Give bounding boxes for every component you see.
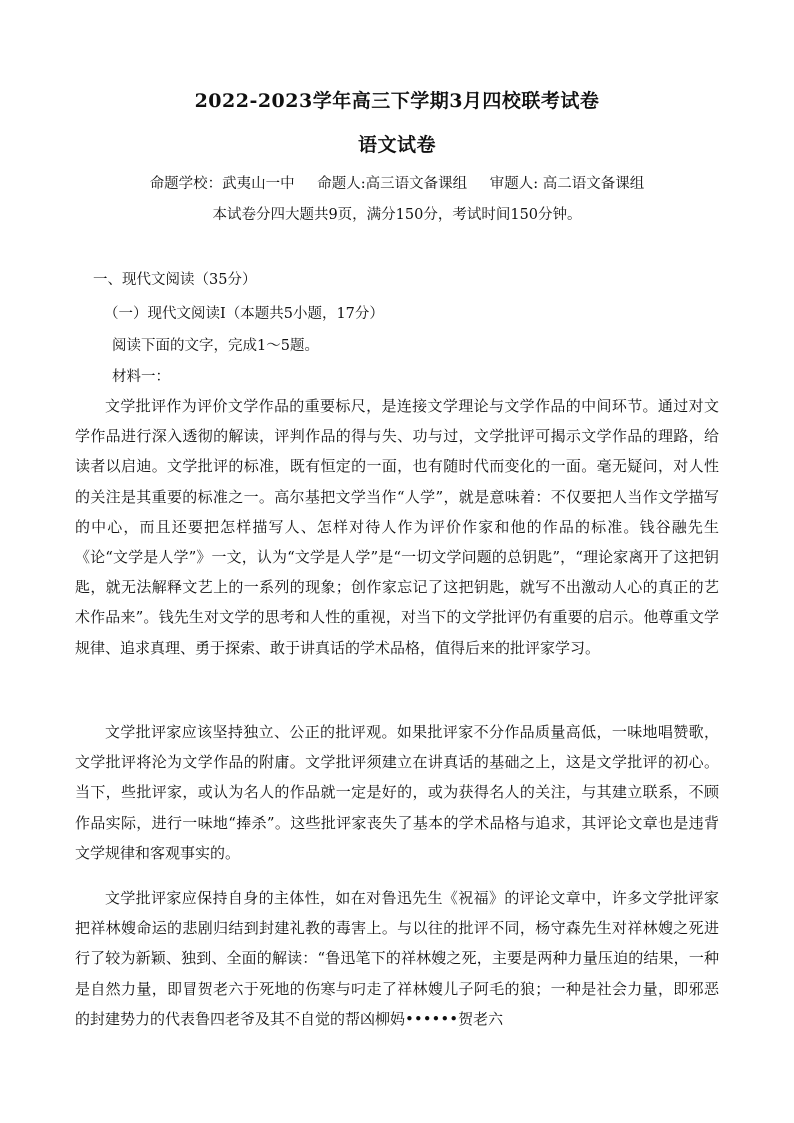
exam-authors — [0, 172, 794, 193]
reviewer-label: 审题人: 高二语文备课组 — [489, 176, 645, 192]
material-label: 材料一： — [112, 369, 170, 385]
subsection-title: （一）现代文阅读Ⅰ（本题共5小题，17分） — [104, 306, 384, 322]
exam-title: 2022-2023学年高三下学期3月四校联考试卷 — [194, 90, 600, 112]
paragraph: 文学批评家应保持自身的主体性，如在对鲁迅先生《祝福》的评论文章中，许多文学批评家把祥林嫂命运的悲剧归结到封建礼教的毒害上。与以往的批评不同，杨守森先生对祥林嫂之死进行了较为新颖、独到、全面的解读：“鲁迅笔下的祥林嫂之死，主要是两种力量压迫的结果，一种是自然力量，即冒贺老六于死地的伤寒与叼走了祥林嫂儿子阿毛的狼；一种是社会力量，即邪恶的封建势力的代表鲁四老爷及其不自觉的帮凶柳妈••••••贺老六 — [75, 889, 719, 1028]
school-label: 命题学校：武夷山一中 — [149, 176, 295, 192]
section-title: 一、现代文阅读（35分） — [93, 272, 257, 288]
reading-instruction: 阅读下面的文字，完成1～5题。 — [112, 338, 319, 354]
author-label: 命题人:高三语文备课组 — [317, 176, 468, 192]
exam-info: 本试卷分四大题共9页，满分150分，考试时间150分钟。 — [212, 207, 582, 223]
subject-title: 语文试卷 — [357, 134, 436, 156]
paragraph: 文学批评家应该坚持独立、公正的批评观。如果批评家不分作品质量高低，一味地唱赞歌，文学批评将沦为文学作品的附庸。文学批评须建立在讲真话的基础之上，这是文学批评的初心。当下，些批评家，或认为名人的作品就一定是好的，或为获得名人的关注，与其建立联系，不顾作品实际，进行一味地“捧杀”。这些批评家丧失了基本的学术品格与追求，其评论文章也是违背文学规律和客观事实的。 — [75, 723, 719, 862]
paragraph: 文学批评作为评价文学作品的重要标尺，是连接文学理论与文学作品的中间环节。通过对文学作品进行深入透彻的解读，评判作品的得与失、功与过，文学批评可揭示文学作品的理路，给读者以启迪。文学批评的标准，既有恒定的一面，也有随时代而变化的一面。毫无疑问，对人性的关注是其重要的标准之一。高尔基把文学当作“人学”，就是意味着：不仅要把人当作文学描写的中心，而且还要把怎样描写人、怎样对待人作为评价作家和他的作品的标准。钱谷融先生《论“文学是人学”》一文，认为“文学是人学”是“一切文学问题的总钥匙”，“理论家离开了这把钥匙，就无法解释文艺上的一系列的现象；创作家忘记了这把钥匙，就写不出激动人心的真正的艺术作品来”。钱先生对文学的思考和人性的重视，对当下的文学批评仍有重要的启示。他尊重文学规律、追求真理、勇于探索、敢于讲真话的学术品格，值得后来的批评家学习。 — [75, 397, 719, 657]
